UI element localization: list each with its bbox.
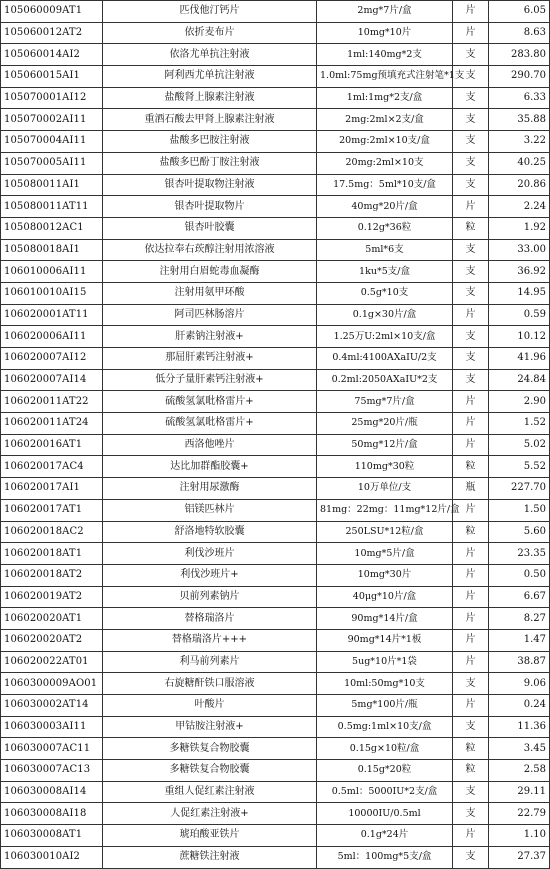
table-row [1, 391, 550, 413]
drug-unit-cell: 支 [453, 369, 489, 391]
drug-spec-cell: 10mg*30片 [317, 564, 453, 586]
drug-name-cell: 银杏叶胶囊 [103, 217, 317, 239]
drug-code-cell: 106020011AT22 [1, 391, 103, 413]
drug-price-cell: 20.86 [489, 174, 550, 196]
drug-code-cell: 106020017AC4 [1, 456, 103, 478]
table-row [1, 760, 550, 782]
drug-unit-cell: 片 [453, 564, 489, 586]
drug-name-cell: 蔗糖铁注射液 [103, 846, 317, 868]
drug-spec-cell: 1.0ml:75mg预填充式注射笔*1支 [317, 66, 453, 88]
drug-code-cell: 106020006AI11 [1, 326, 103, 348]
drug-spec-cell: 75mg*7片/盒 [317, 391, 453, 413]
drug-spec-cell: 10mg*10片 [317, 22, 453, 44]
drug-name-cell: 依折麦布片 [103, 22, 317, 44]
drug-price-cell: 1.50 [489, 499, 550, 521]
drug-code-cell: 105060009AT1 [1, 1, 103, 23]
table-row [1, 239, 550, 261]
drug-unit-cell: 片 [453, 608, 489, 630]
drug-code-cell: 105070004AI11 [1, 131, 103, 153]
drug-price-cell: 11.36 [489, 716, 550, 738]
drug-code-cell: 106030008AI14 [1, 781, 103, 803]
drug-spec-cell: 17.5mg：5ml*10支/盒 [317, 174, 453, 196]
drug-name-cell: 银杏叶提取物注射液 [103, 174, 317, 196]
drug-price-cell: 0.59 [489, 304, 550, 326]
drug-code-cell: 106030010AI2 [1, 846, 103, 868]
drug-unit-cell: 支 [453, 846, 489, 868]
drug-name-cell: 替格瑞洛片 [103, 608, 317, 630]
table-row [1, 651, 550, 673]
drug-code-cell: 105080012AC1 [1, 217, 103, 239]
drug-name-cell: 阿利西尤单抗注射液 [103, 66, 317, 88]
drug-spec-cell: 1ml:1mg*2支/盒 [317, 87, 453, 109]
drug-name-cell: 利伐沙班片+ [103, 564, 317, 586]
drug-unit-cell: 粒 [453, 521, 489, 543]
drug-name-cell: 银杏叶提取物片 [103, 196, 317, 218]
drug-price-cell: 6.67 [489, 586, 550, 608]
drug-unit-cell: 支 [453, 174, 489, 196]
drug-name-cell: 硫酸氢氯吡格雷片+ [103, 413, 317, 435]
drug-name-cell: 舒洛地特软胶囊 [103, 521, 317, 543]
table-row [1, 348, 550, 370]
drug-spec-cell: 2mg*7片/盒 [317, 1, 453, 23]
drug-name-cell: 西洛他唑片 [103, 434, 317, 456]
drug-price-cell: 6.33 [489, 87, 550, 109]
drug-name-cell: 肝素钠注射液+ [103, 326, 317, 348]
table-row [1, 608, 550, 630]
table-row [1, 22, 550, 44]
drug-price-cell: 27.37 [489, 846, 550, 868]
drug-spec-cell: 0.1g×30片/盒 [317, 304, 453, 326]
table-row [1, 282, 550, 304]
table-row [1, 716, 550, 738]
drug-name-cell: 右旋糖酐铁口服溶液 [103, 673, 317, 695]
drug-price-cell: 1.52 [489, 413, 550, 435]
drug-name-cell: 重酒石酸去甲肾上腺素注射液 [103, 109, 317, 131]
drug-price-cell: 290.70 [489, 66, 550, 88]
drug-price-cell: 29.11 [489, 781, 550, 803]
drug-code-cell: 106030007AC13 [1, 760, 103, 782]
drug-unit-cell: 片 [453, 434, 489, 456]
drug-price-cell: 3.45 [489, 738, 550, 760]
table-row [1, 456, 550, 478]
drug-spec-cell: 81mg：22mg：11mg*12片/盒 [317, 499, 453, 521]
drug-code-cell: 105060015AI1 [1, 66, 103, 88]
drug-code-cell: 106020016AT1 [1, 434, 103, 456]
drug-code-cell: 105060012AT2 [1, 22, 103, 44]
drug-spec-cell: 0.1g*24片 [317, 825, 453, 847]
table-row [1, 825, 550, 847]
drug-name-cell: 利伐沙班片 [103, 543, 317, 565]
table-row [1, 499, 550, 521]
table-row [1, 413, 550, 435]
drug-price-cell: 1.10 [489, 825, 550, 847]
drug-spec-cell: 1ml:140mg*2支 [317, 44, 453, 66]
drug-name-cell: 依达拉奉右莰醇注射用浓溶液 [103, 239, 317, 261]
table-row [1, 369, 550, 391]
drug-unit-cell: 片 [453, 543, 489, 565]
drug-code-cell: 106020001AT11 [1, 304, 103, 326]
table-row [1, 131, 550, 153]
drug-name-cell: 那屈肝素钙注射液+ [103, 348, 317, 370]
drug-unit-cell: 支 [453, 716, 489, 738]
drug-unit-cell: 支 [453, 66, 489, 88]
table-row [1, 846, 550, 868]
table-row [1, 44, 550, 66]
drug-name-cell: 琥珀酸亚铁片 [103, 825, 317, 847]
drug-spec-cell: 20mg:2ml×10支 [317, 152, 453, 174]
drug-code-cell: 106030002AT14 [1, 695, 103, 717]
drug-name-cell: 铝镁匹林片 [103, 499, 317, 521]
table-row [1, 1, 550, 23]
drug-spec-cell: 40μg*10片/盒 [317, 586, 453, 608]
table-row [1, 304, 550, 326]
drug-price-cell: 40.25 [489, 152, 550, 174]
table-row [1, 803, 550, 825]
drug-price-cell: 5.60 [489, 521, 550, 543]
drug-unit-cell: 片 [453, 413, 489, 435]
drug-code-cell: 106020007AI12 [1, 348, 103, 370]
table-row [1, 564, 550, 586]
drug-code-cell: 106020017AT1 [1, 499, 103, 521]
drug-unit-cell: 片 [453, 825, 489, 847]
drug-spec-cell: 0.15g×10粒/盒 [317, 738, 453, 760]
drug-name-cell: 达比加群酯胶囊+ [103, 456, 317, 478]
drug-spec-cell: 110mg*30粒 [317, 456, 453, 478]
drug-name-cell: 匹伐他汀钙片 [103, 1, 317, 23]
drug-price-cell: 6.05 [489, 1, 550, 23]
drug-code-cell: 105080011AI1 [1, 174, 103, 196]
drug-code-cell: 106020018AT1 [1, 543, 103, 565]
drug-code-cell: 106030008AT1 [1, 825, 103, 847]
drug-price-cell: 227.70 [489, 478, 550, 500]
drug-code-cell: 106020019AT2 [1, 586, 103, 608]
drug-price-cell: 23.35 [489, 543, 550, 565]
drug-code-cell: 106020018AT2 [1, 564, 103, 586]
table-row [1, 87, 550, 109]
drug-spec-cell: 0.5g*10支 [317, 282, 453, 304]
drug-unit-cell: 片 [453, 695, 489, 717]
drug-name-cell: 叶酸片 [103, 695, 317, 717]
drug-name-cell: 人促红素注射液+ [103, 803, 317, 825]
drug-price-cell: 36.92 [489, 261, 550, 283]
drug-price-cell: 33.00 [489, 239, 550, 261]
drug-unit-cell: 支 [453, 282, 489, 304]
drug-code-cell: 105070001AI12 [1, 87, 103, 109]
table-row [1, 66, 550, 88]
drug-unit-cell: 片 [453, 499, 489, 521]
drug-code-cell: 106020011AT24 [1, 413, 103, 435]
drug-spec-cell: 0.5mg:1ml×10支/盒 [317, 716, 453, 738]
drug-price-cell: 0.50 [489, 564, 550, 586]
drug-name-cell: 盐酸多巴酚丁胺注射液 [103, 152, 317, 174]
drug-spec-cell: 90mg*14片/盒 [317, 608, 453, 630]
table-row [1, 109, 550, 131]
drug-spec-cell: 10万单位/支 [317, 478, 453, 500]
table-row [1, 629, 550, 651]
drug-name-cell: 阿司匹林肠溶片 [103, 304, 317, 326]
drug-price-cell: 14.95 [489, 282, 550, 304]
drug-code-cell: 105080018AI1 [1, 239, 103, 261]
drug-unit-cell: 片 [453, 1, 489, 23]
table-body [1, 1, 550, 869]
drug-price-cell: 3.22 [489, 131, 550, 153]
drug-price-cell: 2.24 [489, 196, 550, 218]
drug-name-cell: 盐酸肾上腺素注射液 [103, 87, 317, 109]
drug-unit-cell: 片 [453, 304, 489, 326]
drug-price-cell: 283.80 [489, 44, 550, 66]
table-row [1, 543, 550, 565]
drug-name-cell: 盐酸多巴胺注射液 [103, 131, 317, 153]
drug-unit-cell: 粒 [453, 217, 489, 239]
table-row [1, 217, 550, 239]
drug-price-cell: 1.47 [489, 629, 550, 651]
drug-unit-cell: 支 [453, 239, 489, 261]
drug-unit-cell: 支 [453, 87, 489, 109]
drug-unit-cell: 支 [453, 109, 489, 131]
drug-spec-cell: 40mg*20片/盒 [317, 196, 453, 218]
drug-code-cell: 106020020AT2 [1, 629, 103, 651]
drug-spec-cell: 90mg*14片*1板 [317, 629, 453, 651]
table-row [1, 434, 550, 456]
drug-spec-cell: 0.5ml：5000IU*2支/盒 [317, 781, 453, 803]
drug-spec-cell: 20mg:2ml×10支/盒 [317, 131, 453, 153]
drug-unit-cell: 片 [453, 22, 489, 44]
drug-name-cell: 依洛尤单抗注射液 [103, 44, 317, 66]
drug-spec-cell: 250LSU*12粒/盒 [317, 521, 453, 543]
drug-unit-cell: 支 [453, 152, 489, 174]
drug-code-cell: 106020018AC2 [1, 521, 103, 543]
drug-price-cell: 8.27 [489, 608, 550, 630]
drug-price-cell: 1.92 [489, 217, 550, 239]
drug-code-cell: 106030008AI18 [1, 803, 103, 825]
drug-unit-cell: 支 [453, 781, 489, 803]
drug-spec-cell: 5mg*100片/瓶 [317, 695, 453, 717]
table-row [1, 174, 550, 196]
drug-unit-cell: 支 [453, 348, 489, 370]
drug-code-cell: 106030003AI11 [1, 716, 103, 738]
drug-spec-cell: 0.4ml:4100AXaIU/2支 [317, 348, 453, 370]
drug-unit-cell: 支 [453, 131, 489, 153]
drug-code-cell: 105070002AI11 [1, 109, 103, 131]
drug-unit-cell: 片 [453, 586, 489, 608]
table-row [1, 586, 550, 608]
drug-name-cell: 注射用氨甲环酸 [103, 282, 317, 304]
drug-unit-cell: 片 [453, 629, 489, 651]
drug-name-cell: 低分子量肝素钙注射液+ [103, 369, 317, 391]
drug-price-cell: 0.24 [489, 695, 550, 717]
drug-name-cell: 利马前列素片 [103, 651, 317, 673]
drug-unit-cell: 片 [453, 391, 489, 413]
drug-unit-cell: 片 [453, 196, 489, 218]
drug-spec-cell: 2mg:2ml×2支/盒 [317, 109, 453, 131]
drug-spec-cell: 10000IU/0.5ml [317, 803, 453, 825]
table-row [1, 261, 550, 283]
table-row [1, 326, 550, 348]
drug-price-cell: 41.96 [489, 348, 550, 370]
drug-code-cell: 106020022AT01 [1, 651, 103, 673]
drug-code-cell: 105070005AI11 [1, 152, 103, 174]
drug-spec-cell: 1.25万U:2ml×10支/盒 [317, 326, 453, 348]
drug-unit-cell: 粒 [453, 760, 489, 782]
drug-spec-cell: 10mg*5片/盒 [317, 543, 453, 565]
drug-price-cell: 8.63 [489, 22, 550, 44]
drug-code-cell: 105060014AI2 [1, 44, 103, 66]
table-row [1, 695, 550, 717]
drug-price-cell: 5.52 [489, 456, 550, 478]
drug-price-cell: 2.58 [489, 760, 550, 782]
drug-spec-cell: 5ml*6支 [317, 239, 453, 261]
drug-spec-cell: 0.12g*36粒 [317, 217, 453, 239]
drug-spec-cell: 5ug*10片*1袋 [317, 651, 453, 673]
drug-code-cell: 106020007AI14 [1, 369, 103, 391]
drug-unit-cell: 支 [453, 803, 489, 825]
drug-spec-cell: 10ml:50mg*10支 [317, 673, 453, 695]
table-row [1, 673, 550, 695]
drug-code-cell: 106010006AI11 [1, 261, 103, 283]
drug-price-cell: 10.12 [489, 326, 550, 348]
drug-code-cell: 1060300009AO01 [1, 673, 103, 695]
drug-code-cell: 106030007AC11 [1, 738, 103, 760]
drug-spec-cell: 5ml：100mg*5支/盒 [317, 846, 453, 868]
drug-unit-cell: 瓶 [453, 478, 489, 500]
drug-spec-cell: 0.15g*20粒 [317, 760, 453, 782]
table-row [1, 781, 550, 803]
drug-spec-cell: 0.2ml:2050AXaIU*2支 [317, 369, 453, 391]
drug-name-cell: 甲钴胺注射液+ [103, 716, 317, 738]
drug-name-cell: 贝前列素钠片 [103, 586, 317, 608]
drug-price-cell: 9.06 [489, 673, 550, 695]
drug-code-cell: 106010010AI15 [1, 282, 103, 304]
table-row [1, 521, 550, 543]
drug-price-cell: 35.88 [489, 109, 550, 131]
table-row [1, 152, 550, 174]
drug-name-cell: 注射用白眉蛇毒血凝酶 [103, 261, 317, 283]
drug-unit-cell: 支 [453, 261, 489, 283]
drug-unit-cell: 支 [453, 326, 489, 348]
drug-spec-cell: 1ku*5支/盒 [317, 261, 453, 283]
drug-name-cell: 替格瑞洛片+++ [103, 629, 317, 651]
drug-price-cell: 2.90 [489, 391, 550, 413]
drug-unit-cell: 支 [453, 44, 489, 66]
drug-unit-cell: 片 [453, 651, 489, 673]
table-row [1, 478, 550, 500]
drug-code-cell: 105080011AT11 [1, 196, 103, 218]
drug-unit-cell: 粒 [453, 738, 489, 760]
drug-code-cell: 106020020AT1 [1, 608, 103, 630]
drug-code-cell: 106020017AI1 [1, 478, 103, 500]
drug-price-cell: 38.87 [489, 651, 550, 673]
drug-name-cell: 注射用尿激酶 [103, 478, 317, 500]
drug-name-cell: 多糖铁复合物胶囊 [103, 738, 317, 760]
table-row [1, 738, 550, 760]
drug-price-cell: 24.84 [489, 369, 550, 391]
drug-unit-cell: 支 [453, 673, 489, 695]
drug-spec-cell: 25mg*20片/瓶 [317, 413, 453, 435]
drug-price-cell: 5.02 [489, 434, 550, 456]
table-row [1, 196, 550, 218]
drug-name-cell: 重组人促红素注射液 [103, 781, 317, 803]
drug-name-cell: 硫酸氢氯吡格雷片+ [103, 391, 317, 413]
drug-spec-cell: 50mg*12片/盒 [317, 434, 453, 456]
drug-name-cell: 多糖铁复合物胶囊 [103, 760, 317, 782]
drug-price-cell: 22.79 [489, 803, 550, 825]
drug-unit-cell: 粒 [453, 456, 489, 478]
